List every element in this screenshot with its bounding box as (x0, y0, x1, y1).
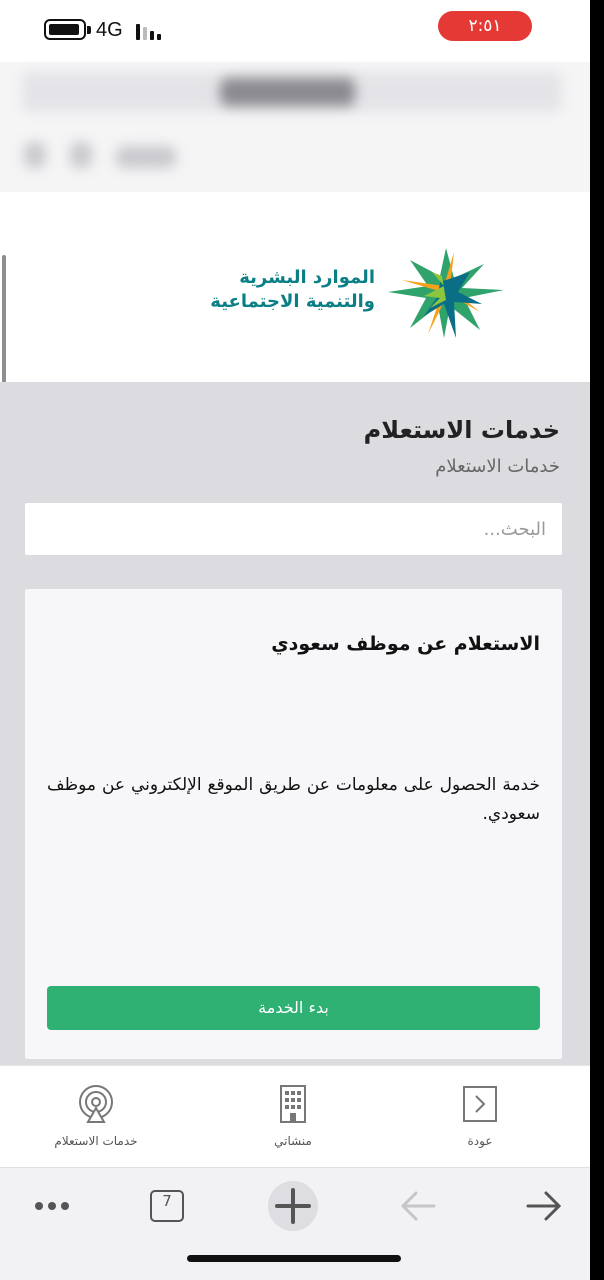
tabs-icon (150, 1190, 184, 1222)
search-input[interactable] (25, 503, 562, 555)
nav-label: خدمات الاستعلام (54, 1134, 138, 1148)
start-service-button[interactable]: بدء الخدمة (47, 986, 540, 1030)
breadcrumb: خدمات الاستعلام (435, 456, 560, 477)
building-icon (273, 1084, 313, 1124)
more-icon[interactable] (22, 1176, 82, 1236)
forward-arrow-icon[interactable] (514, 1176, 574, 1236)
status-time: ٢:٥١ (438, 11, 532, 41)
battery-icon (44, 19, 86, 40)
signal-icon (136, 20, 166, 40)
service-card (25, 589, 562, 1059)
nav-item-my-establishments[interactable] (223, 1084, 363, 1148)
broadcast-icon (76, 1084, 116, 1124)
home-indicator[interactable] (187, 1255, 401, 1262)
app-bottom-nav (0, 1065, 590, 1167)
service-description: خدمة الحصول على معلومات عن طريق الموقع الإلكتروني عن موظف سعودي. (47, 775, 540, 824)
network-type: 4G (96, 19, 123, 41)
service-title: الاستعلام عن موظف سعودي (271, 633, 540, 655)
main-content (0, 382, 590, 1065)
logo-line-1: الموارد البشرية (239, 267, 375, 288)
nav-item-inquiry-services[interactable] (26, 1084, 166, 1148)
new-tab-button[interactable] (263, 1176, 323, 1236)
tabs-count: 7 (162, 1192, 172, 1210)
status-bar (0, 0, 590, 62)
nav-label: عودة (467, 1134, 493, 1148)
browser-toolbar (0, 1167, 590, 1280)
nav-label: منشاتي (274, 1134, 312, 1148)
back-chevron-icon (460, 1084, 500, 1124)
page-title: خدمات الاستعلام (363, 416, 560, 444)
plus-icon (263, 1176, 323, 1236)
back-arrow-icon[interactable] (388, 1176, 448, 1236)
ministry-logo (0, 192, 590, 382)
logo-line-2: والتنمية الاجتماعية (210, 291, 375, 312)
logo-text (210, 266, 375, 314)
logo-star-icon (384, 242, 508, 342)
tabs-button[interactable] (137, 1176, 197, 1236)
nav-item-back[interactable] (410, 1084, 550, 1148)
blurred-header (0, 62, 590, 192)
